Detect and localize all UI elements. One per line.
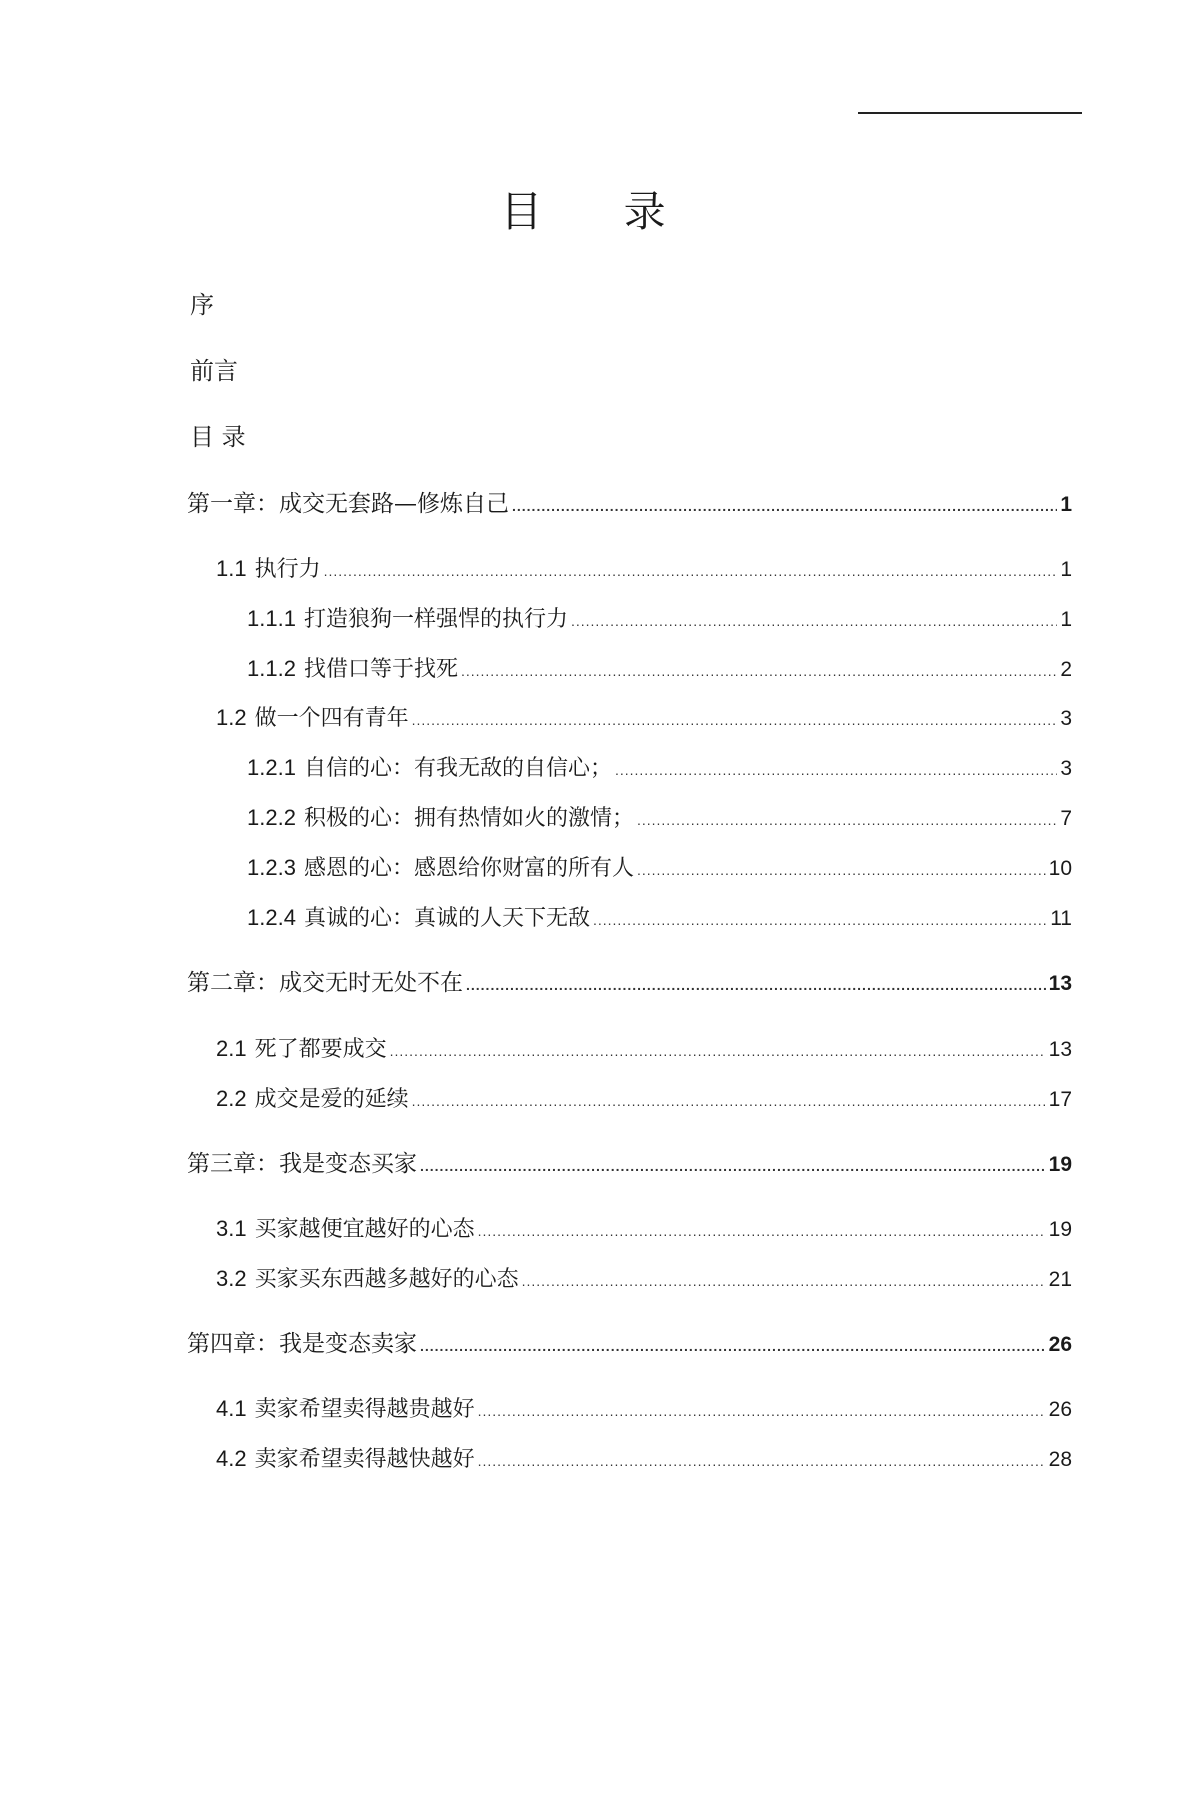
toc-entry-page: 2 bbox=[1060, 658, 1072, 681]
toc-entry-page: 3 bbox=[1060, 757, 1072, 780]
toc-chapter-entry[interactable] bbox=[187, 1148, 1072, 1180]
toc-entry-number: 1.1 bbox=[216, 556, 247, 581]
toc-entry-page: 1 bbox=[1060, 558, 1072, 581]
page-title: 目 录 bbox=[500, 187, 700, 236]
toc-dot-leader bbox=[571, 605, 1057, 637]
toc-entry-page: 3 bbox=[1060, 707, 1072, 730]
toc-entry-title: 成交是爱的延续 bbox=[254, 1087, 409, 1112]
toc-section-entry[interactable] bbox=[247, 653, 1072, 685]
toc-dot-leader bbox=[390, 1035, 1046, 1067]
toc-entry-number: 2.1 bbox=[216, 1036, 247, 1061]
toc-entry-number: 1.1.1 bbox=[247, 606, 296, 631]
toc-entry-title: 第三章：我是变态买家 bbox=[187, 1151, 417, 1177]
toc-dot-leader bbox=[412, 704, 1058, 736]
toc-entry-title: 做一个四有青年 bbox=[254, 706, 409, 731]
toc-section-entry[interactable] bbox=[216, 1263, 1072, 1295]
toc-entry-title: 第二章：成交无时无处不在 bbox=[187, 970, 463, 996]
toc-dot-leader bbox=[637, 854, 1046, 886]
toc-entry-title: 死了都要成交 bbox=[254, 1037, 387, 1062]
toc-entry-page: 10 bbox=[1048, 857, 1072, 880]
toc-entry-title: 自信的心：有我无敌的自信心； bbox=[303, 756, 612, 781]
toc-dot-leader bbox=[420, 1150, 1046, 1182]
toc-dot-leader bbox=[512, 490, 1057, 522]
toc-chapter-entry[interactable] bbox=[187, 1328, 1072, 1360]
toc-section-entry[interactable] bbox=[247, 603, 1072, 635]
toc-entry-page: 26 bbox=[1048, 1333, 1072, 1356]
toc-dot-leader bbox=[615, 754, 1057, 786]
toc-entry-title: 第四章：我是变态卖家 bbox=[187, 1331, 417, 1357]
toc-section-entry[interactable] bbox=[216, 1213, 1072, 1245]
header-rule bbox=[858, 112, 1082, 114]
toc-entry-number: 3.1 bbox=[216, 1216, 247, 1241]
front-matter-contents: 目 录 bbox=[190, 423, 246, 451]
toc-entry-page: 1 bbox=[1060, 608, 1072, 631]
toc-entry-title: 执行力 bbox=[254, 557, 321, 582]
toc-entry-title: 卖家希望卖得越快越好 bbox=[254, 1447, 475, 1472]
toc-entry-title: 找借口等于找死 bbox=[303, 657, 458, 682]
toc-section-entry[interactable] bbox=[247, 902, 1072, 934]
toc-dot-leader bbox=[593, 904, 1047, 936]
toc-entry-page: 19 bbox=[1048, 1153, 1072, 1176]
toc-dot-leader bbox=[522, 1265, 1046, 1297]
toc-chapter-entry[interactable] bbox=[187, 488, 1072, 520]
toc-dot-leader bbox=[637, 804, 1057, 836]
toc-section-entry[interactable] bbox=[216, 702, 1072, 734]
toc-section-entry[interactable] bbox=[247, 752, 1072, 784]
front-matter-foreword: 前言 bbox=[190, 357, 238, 385]
toc-entry-page: 28 bbox=[1048, 1448, 1072, 1471]
toc-entry-number: 1.2.2 bbox=[247, 805, 296, 830]
toc-section-entry[interactable] bbox=[247, 852, 1072, 884]
toc-section-entry[interactable] bbox=[216, 1393, 1072, 1425]
toc-entry-title: 积极的心：拥有热情如火的激情； bbox=[303, 806, 634, 831]
toc-entry-title: 真诚的心：真诚的人天下无敌 bbox=[303, 906, 590, 931]
toc-entry-number: 1.2.4 bbox=[247, 905, 296, 930]
toc-dot-leader bbox=[324, 555, 1058, 587]
toc-dot-leader bbox=[478, 1445, 1046, 1477]
toc-entry-page: 21 bbox=[1048, 1268, 1072, 1291]
toc-section-entry[interactable] bbox=[247, 802, 1072, 834]
toc-section-entry[interactable] bbox=[216, 1083, 1072, 1115]
toc-section-entry[interactable] bbox=[216, 1033, 1072, 1065]
toc-dot-leader bbox=[478, 1215, 1046, 1247]
toc-entry-page: 17 bbox=[1048, 1088, 1072, 1111]
toc-entry-number: 4.2 bbox=[216, 1446, 247, 1471]
toc-section-entry[interactable] bbox=[216, 1443, 1072, 1475]
toc-entry-number: 1.2.1 bbox=[247, 755, 296, 780]
toc-entry-title: 买家买东西越多越好的心态 bbox=[254, 1267, 519, 1292]
toc-dot-leader bbox=[461, 655, 1057, 687]
front-matter-preface: 序 bbox=[190, 291, 214, 319]
toc-entry-title: 第一章：成交无套路—修炼自己 bbox=[187, 491, 509, 517]
toc-entry-number: 1.2 bbox=[216, 705, 247, 730]
toc-dot-leader bbox=[420, 1330, 1046, 1362]
toc-entry-page: 1 bbox=[1060, 493, 1072, 516]
toc-entry-number: 2.2 bbox=[216, 1086, 247, 1111]
toc-entry-page: 26 bbox=[1048, 1398, 1072, 1421]
toc-entry-page: 13 bbox=[1048, 1038, 1072, 1061]
toc-dot-leader bbox=[478, 1395, 1046, 1427]
toc-section-entry[interactable] bbox=[216, 553, 1072, 585]
toc-entry-page: 7 bbox=[1060, 807, 1072, 830]
toc-entry-number: 1.2.3 bbox=[247, 855, 296, 880]
toc-entry-number: 3.2 bbox=[216, 1266, 247, 1291]
toc-dot-leader bbox=[412, 1085, 1046, 1117]
toc-entry-number: 4.1 bbox=[216, 1396, 247, 1421]
toc-chapter-entry[interactable] bbox=[187, 967, 1072, 999]
toc-dot-leader bbox=[466, 969, 1046, 1001]
toc-entry-title: 打造狼狗一样强悍的执行力 bbox=[303, 607, 568, 632]
toc-entry-title: 感恩的心：感恩给你财富的所有人 bbox=[303, 856, 634, 881]
toc-entry-number: 1.1.2 bbox=[247, 656, 296, 681]
toc-entry-title: 买家越便宜越好的心态 bbox=[254, 1217, 475, 1242]
toc-entry-title: 卖家希望卖得越贵越好 bbox=[254, 1397, 475, 1422]
toc-entry-page: 13 bbox=[1048, 972, 1072, 995]
toc-entry-page: 11 bbox=[1050, 907, 1072, 930]
toc-entry-page: 19 bbox=[1048, 1218, 1072, 1241]
